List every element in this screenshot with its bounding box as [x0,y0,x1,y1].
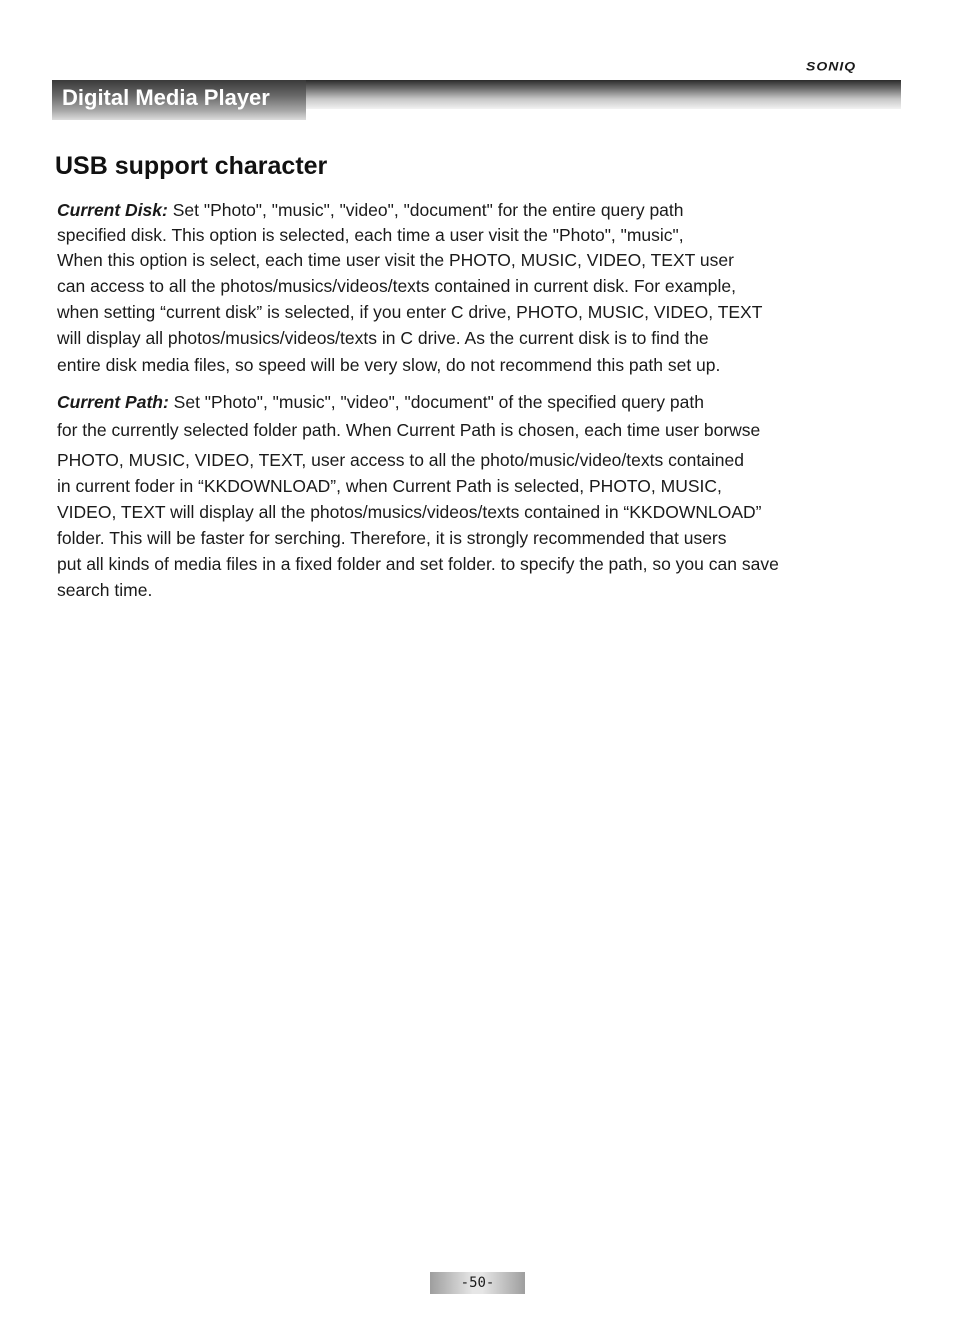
paragraph-line: in current foder in “KKDOWNLOAD”, when Current Path is selected, PHOTO, MUSIC, [57,476,722,496]
paragraph-line [57,200,684,221]
paragraph-line: search time. [57,580,153,600]
paragraph-line: put all kinds of media files in a fixed folder and set folder. to specify the path, so you can save [57,554,779,574]
page-number: -50- [460,1275,495,1291]
paragraph-line [57,392,704,413]
page-number-box [430,1272,525,1294]
paragraph-line: for the currently selected folder path. When Current Path is chosen, each time user borwse [57,420,761,440]
page-title: USB support character [55,152,328,180]
paragraph-line: will display all photos/musics/videos/texts in C drive. As the current disk is to find the [57,328,709,348]
section-title: Digital Media Player [62,85,270,110]
paragraph-line: PHOTO, MUSIC, VIDEO, TEXT, user access to all the photo/music/video/texts contained [57,450,744,470]
paragraph-line: folder. This will be faster for serching. Therefore, it is strongly recommended that users [57,528,727,548]
current-disk-term: Current Disk: [57,200,168,220]
section-header-tab [52,80,306,120]
paragraph-line: specified disk. This option is selected, each time a user visit the "Photo", "music", [57,225,684,245]
paragraph-line: VIDEO, TEXT will display all the photos/musics/videos/texts contained in “KKDOWNLOAD” [57,502,762,522]
paragraph-line: When this option is select, each time user visit the PHOTO, MUSIC, VIDEO, TEXT user [57,250,734,270]
paragraph-line: can access to all the photos/musics/videos/texts contained in current disk. For example, [57,276,736,296]
paragraph-line: when setting “current disk” is selected, if you enter C drive, PHOTO, MUSIC, VIDEO, TEXT [57,302,763,322]
current-path-term: Current Path: [57,392,169,412]
paragraph-line-text: Set "Photo", "music", "video", "document" of the specified query path [168,392,704,412]
paragraph-line: entire disk media files, so speed will be very slow, do not recommend this path set up. [57,355,721,375]
brand-logo: SONIQ [806,59,857,73]
paragraph-line-text: Set "Photo", "music", "video", "document" for the entire query path [167,200,684,220]
